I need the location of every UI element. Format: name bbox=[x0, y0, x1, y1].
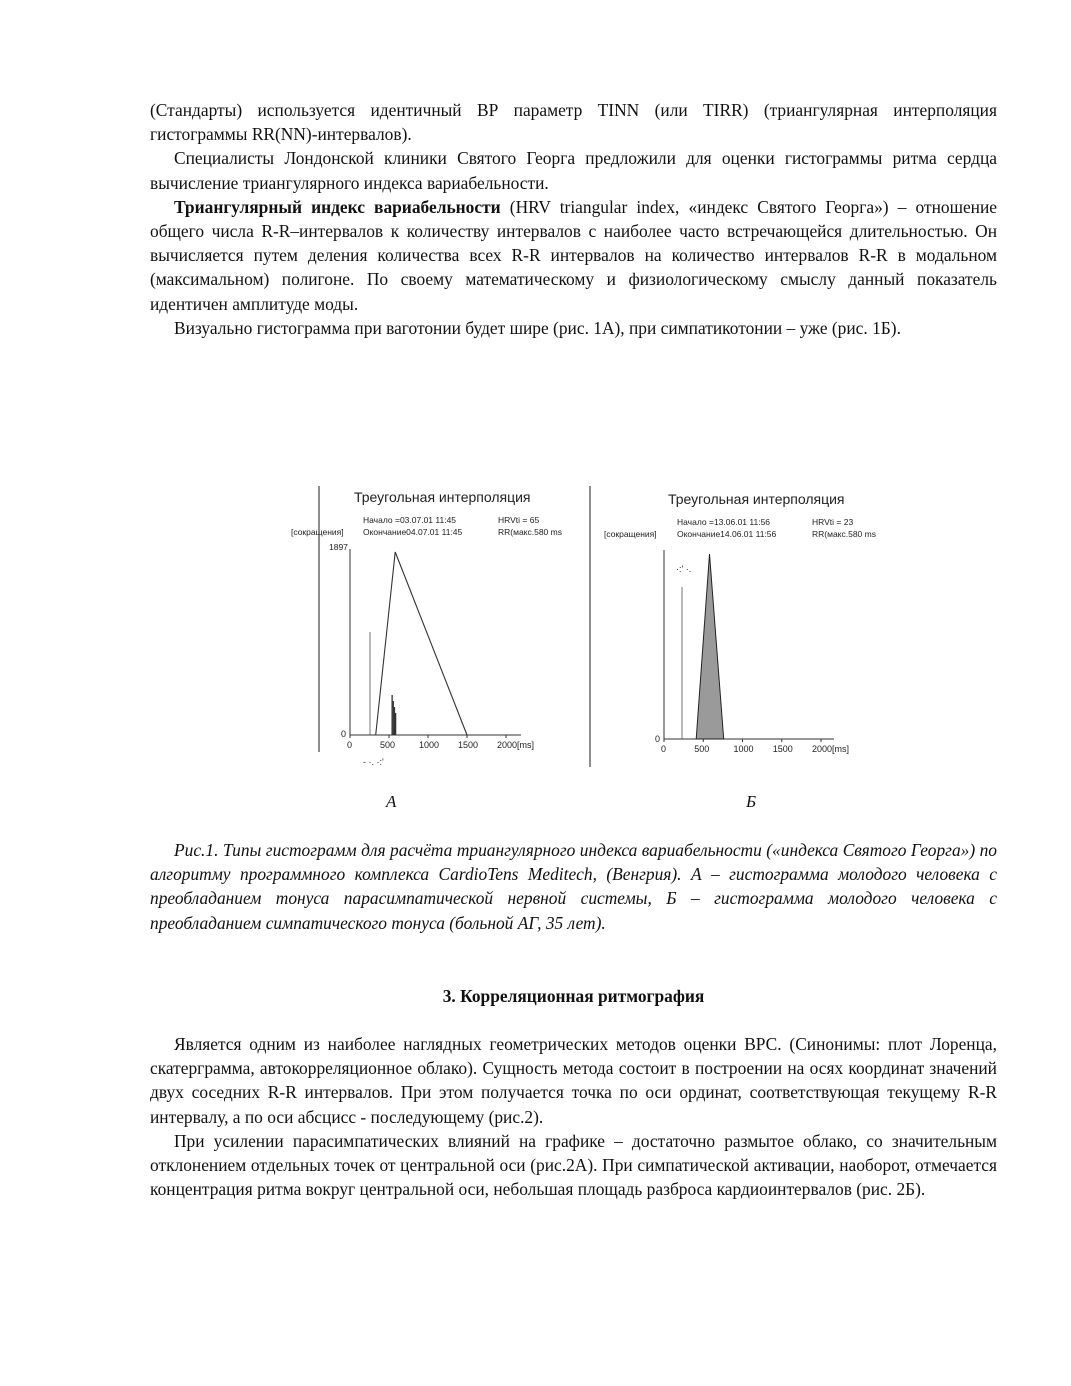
paragraph-st-george: Специалисты Лондонской клиники Святого Георга предложили для оценки гистограммы ритма сердца вычисление триангулярного индекса вариабельности. bbox=[150, 148, 997, 193]
paragraph-standards: (Стандарты) используется идентичный ВР параметр TINN (или TIRR) (триангулярная интерполяция гистограммы RR(NN)-интервалов). bbox=[150, 100, 997, 145]
figure-1-graphic bbox=[286, 482, 906, 772]
panel-b-triangle bbox=[696, 554, 724, 739]
panel-a-start: Начало =03.07.01 11:45 bbox=[363, 515, 457, 525]
panel-b-hrvti: HRVti = 23 bbox=[812, 517, 854, 527]
panel-a-histogram-bars bbox=[392, 695, 396, 735]
panel_a-tick-label-0: 0 bbox=[347, 740, 353, 750]
term-triangular-index: Триангулярный индекс вариабельности bbox=[174, 196, 501, 217]
panel-a-zero-label: 0 bbox=[341, 729, 347, 739]
panel-b-ylabel: [сокращения] bbox=[604, 529, 657, 539]
figure-1 bbox=[286, 482, 906, 772]
panel-b-tick-labels bbox=[661, 739, 849, 754]
panel-b-rrmax: RR(макс.580 ms bbox=[812, 529, 876, 539]
panel-a-triangle bbox=[376, 552, 467, 735]
paragraph-parasympathetic: При усилении парасимпатических влияний на графике – достаточно размытое облако, со значительным отклонением отдельных точек от центральной оси (рис.2А). При симпатической активации, наоборот, отмечается концентрация ритма вокруг центральной оси, небольшая площадь разброса кардиоинтервалов (рис. 2Б). bbox=[150, 1130, 997, 1200]
panel-a-rrmax: RR(макс.580 ms bbox=[498, 527, 562, 537]
figure-letter-b: Б bbox=[746, 792, 757, 811]
figure-caption bbox=[150, 838, 997, 935]
panel_b-tick-label-0: 0 bbox=[661, 744, 667, 754]
section-title: 3. Корреляционная ритмография bbox=[442, 986, 705, 1006]
paragraph-triangular-index bbox=[150, 195, 997, 316]
panel-a-ymax-label: 1897 bbox=[329, 542, 348, 552]
panel-a-end: Окончание04.07.01 11:45 bbox=[363, 527, 463, 537]
caption-text: Рис.1. Типы гистограмм для расчёта триангулярного индекса вариабельности («индекса Святого Георга») по алгоритму программного комплекса CardioTens Meditech, (Венгрия). А – гистограмма молодого человека с преобладанием тонуса парасимпатической нервной системы, Б – гистограмма молодого человека с преобладанием симпатического тонуса (больной АГ, 35 лет). bbox=[150, 840, 997, 933]
panel_a-tick-label-1: 500 bbox=[380, 740, 396, 750]
panel_a-tick-label-4: 2000[ms] bbox=[497, 740, 535, 750]
definition-triangular-index: (HRV triangular index, «индекс Святого Георга») – отношение общего числа R-R–интервалов к количеству интервалов с наиболее часто встречающейся длительностью. Он вычисляется путем деления количества всех R-R интервалов на количество интервалов R-R в модальном (максимальном) полигоне. По своему математическому и физиологическому смыслу данный показатель идентичен амплитуде моды. bbox=[150, 196, 998, 314]
panel_b-tick-label-2: 1000 bbox=[733, 744, 754, 754]
panel_a-tick-label-3: 1500 bbox=[458, 740, 479, 750]
panel_b-tick-label-4: 2000[ms] bbox=[812, 744, 850, 754]
panel_b-tick-label-3: 1500 bbox=[772, 744, 793, 754]
panel-a-scan-noise: - ·. ·:' bbox=[363, 757, 384, 767]
panel-b-start: Начало =13.06.01 11:56 bbox=[677, 517, 771, 527]
panel-a-tick-labels bbox=[347, 735, 534, 750]
panel-b-end: Окончание14.06.01 11:56 bbox=[677, 529, 777, 539]
bottom-text-block bbox=[150, 1032, 997, 1201]
panel-a bbox=[291, 486, 562, 767]
panel-b-scan-noise: ·:' ·. bbox=[676, 564, 692, 574]
panel-b bbox=[590, 486, 876, 767]
figure-letter-a: А bbox=[386, 792, 397, 811]
panel_a-tick-label-2: 1000 bbox=[419, 740, 440, 750]
panel-a-hrvti: HRVti = 65 bbox=[498, 515, 540, 525]
paragraph-correlation: Является одним из наиболее наглядных геометрических методов оценки ВРС. (Синонимы: плот Лоренца, скатерграмма, автокорреляционное облако). Сущность метода состоит в построении на осях координат значений двух соседних R-R интервалов. При этом получается точка по оси ординат, соответствующая текущему R-R интервалу, а по оси абсцисс - последующему (рис.2). bbox=[150, 1034, 997, 1127]
panel-b-title: Треугольная интерполяция bbox=[668, 491, 845, 507]
top-text-block bbox=[150, 98, 997, 340]
panel-a-ylabel: [сокращения] bbox=[291, 527, 344, 537]
panel-a-title: Треугольная интерполяция bbox=[354, 489, 531, 505]
panel-b-zero-label: 0 bbox=[655, 734, 661, 744]
paragraph-visual: Визуально гистограмма при ваготонии будет шире (рис. 1А), при симпатикотонии – уже (рис. 1Б). bbox=[174, 317, 901, 338]
panel_b-tick-label-1: 500 bbox=[694, 744, 710, 754]
